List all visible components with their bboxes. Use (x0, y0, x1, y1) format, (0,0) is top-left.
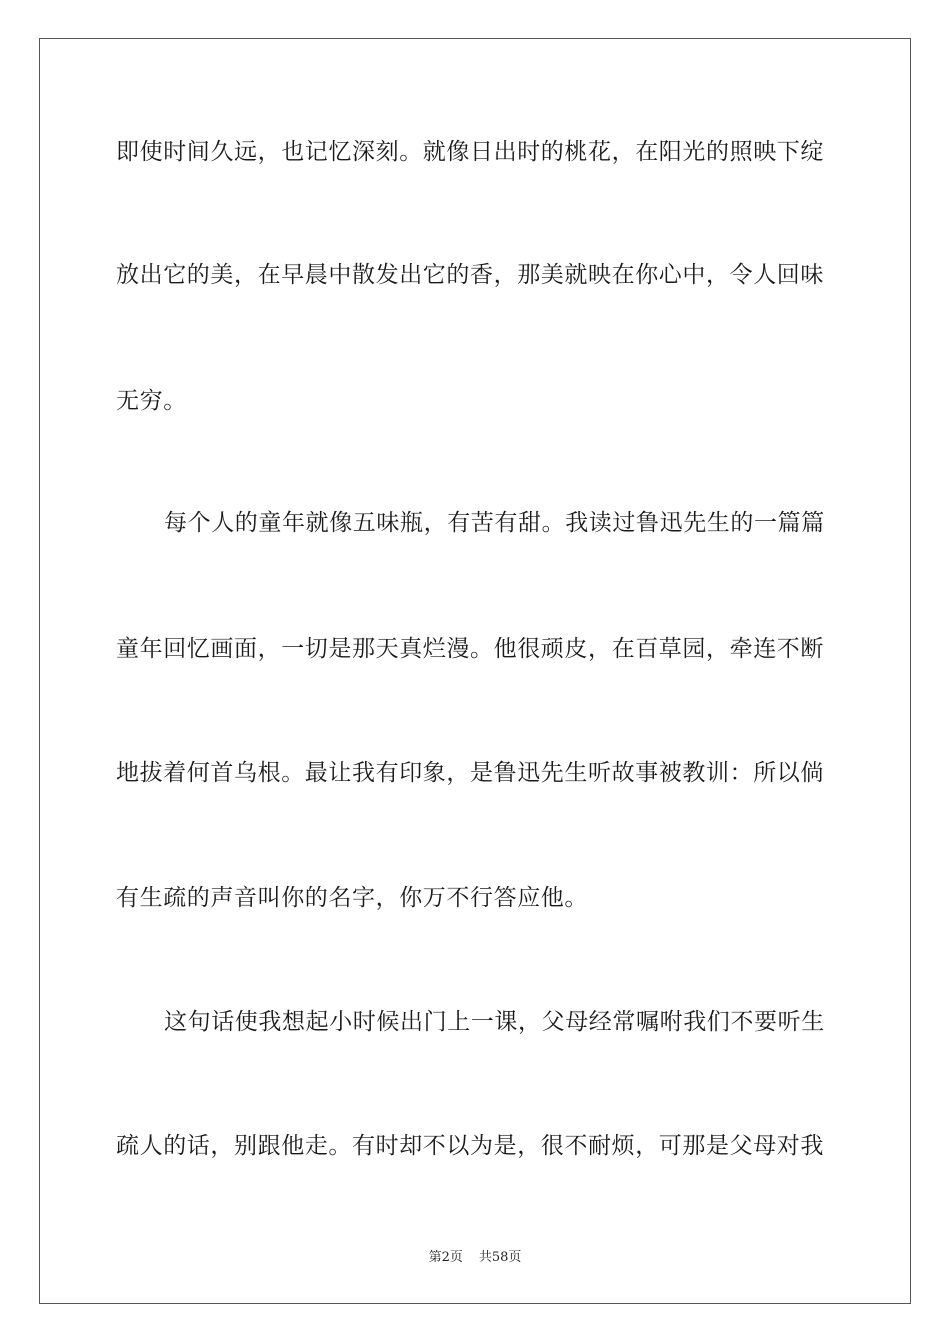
body-text-line: 这句话使我想起小时候出门上一课，父母经常嘱咐我们不要听生 (164, 1009, 825, 1035)
body-text-line: 即使时间久远，也记忆深刻。就像日出时的桃花，在阳光的照映下绽 (116, 139, 824, 165)
total-pages: 共58页 (478, 1250, 522, 1265)
body-text-line: 每个人的童年就像五味瓶，有苦有甜。我读过鲁迅先生的一篇篇 (164, 510, 825, 536)
body-text-line: 童年回忆画面，一切是那天真烂漫。他很顽皮，在百草园，牵连不断 (116, 636, 824, 662)
body-text-line: 无穷。 (116, 388, 187, 414)
body-text-line: 地拔着何首乌根。最让我有印象，是鲁迅先生听故事被教训：所以倘 (116, 760, 824, 786)
page-number: 第2页 (428, 1250, 463, 1265)
page-footer (0, 1246, 950, 1265)
body-text-line: 有生疏的声音叫你的名字，你万不行答应他。 (116, 885, 588, 911)
body-text-line: 疏人的话，别跟他走。有时却不以为是，很不耐烦，可那是父母对我 (116, 1133, 824, 1159)
body-text-line: 放出它的美，在早晨中散发出它的香，那美就映在你心中，令人回味 (116, 262, 824, 288)
page-border (39, 38, 911, 1304)
